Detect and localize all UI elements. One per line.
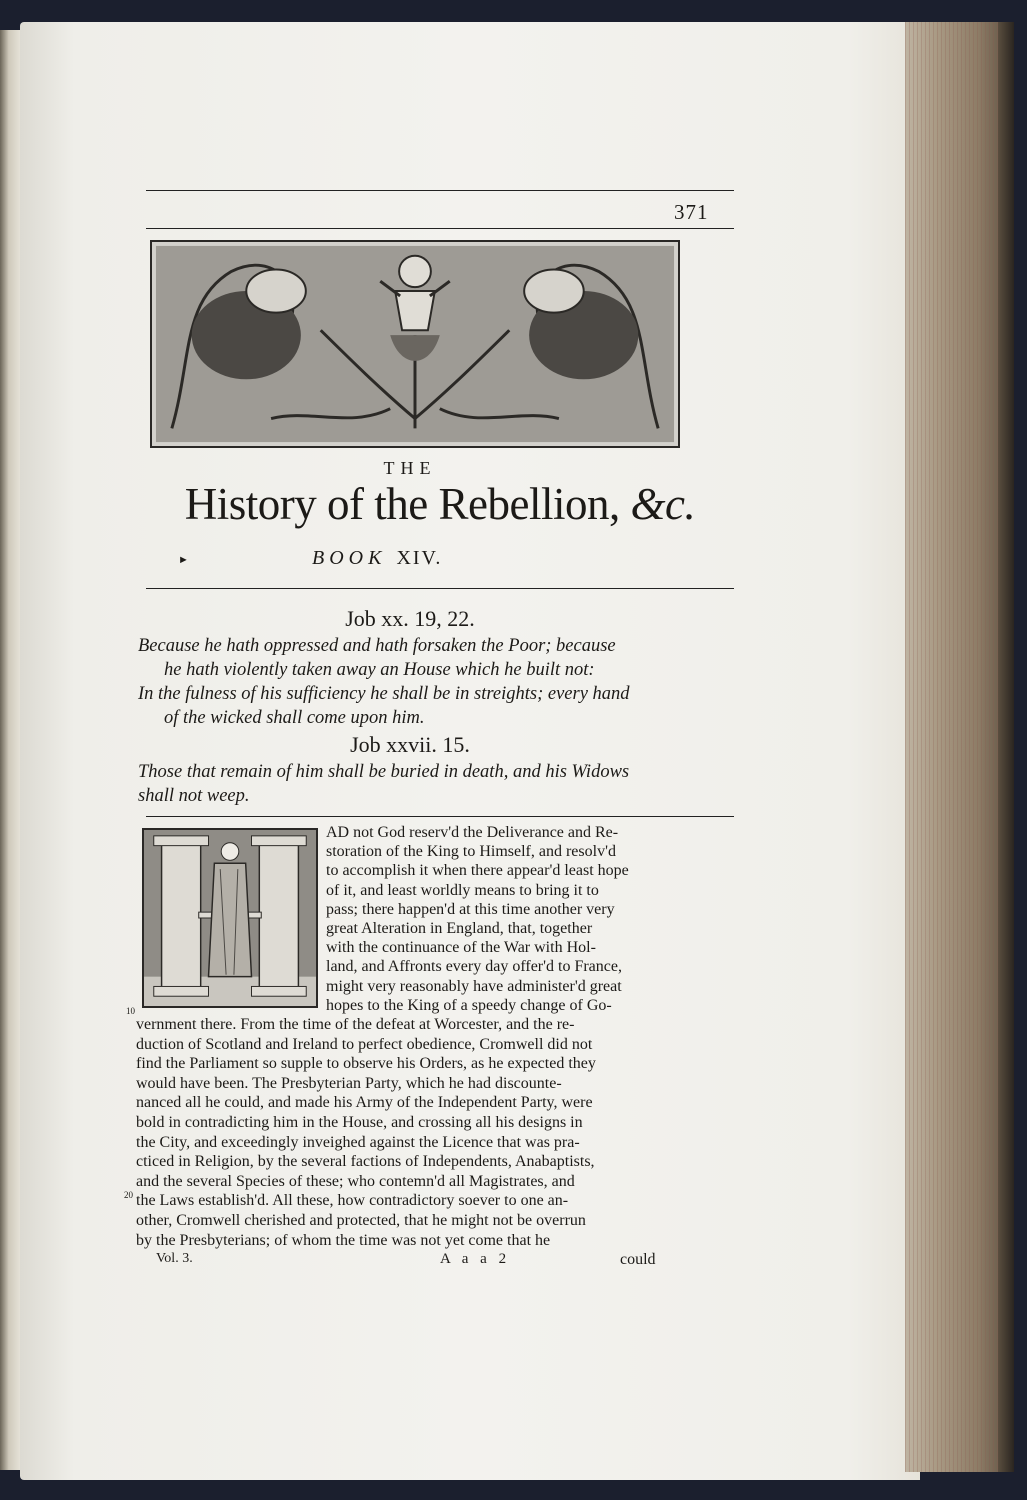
verse-line: of the wicked shall come upon him. [164, 708, 425, 728]
text-line: duction of Scotland and Ireland to perfect obedience, Cromwell did not [136, 1035, 593, 1053]
book-label: BOOK [312, 547, 387, 569]
text-line: would have been. The Presbyterian Party, which he had discounte- [136, 1074, 562, 1092]
volume-mark: Vol. 3. [156, 1251, 193, 1266]
text-line: by the Presbyterians; of whom the time was not yet come that he [136, 1231, 551, 1249]
verse-line: Those that remain of him shall be buried in death, and his Widows [138, 762, 630, 782]
text-line: storation of the King to Himself, and resolv'd [326, 843, 616, 861]
scripture-reference-1: Job xx. 19, 22. [345, 606, 475, 631]
text-line: the City, and exceedingly inveighed against the Licence that was pra- [136, 1133, 580, 1151]
printer-mark: ► [178, 554, 189, 566]
verse-line: shall not weep. [138, 786, 250, 806]
text-line: great Alteration in England, that, together [326, 920, 593, 938]
scripture-reference-2: Job xxvii. 15. [350, 732, 470, 757]
text-line: AD not God reserv'd the Deliverance and Re- [326, 824, 619, 841]
section-rule [146, 816, 734, 817]
text-line: might very reasonably have administer'd great [326, 977, 622, 995]
verse-line: he hath violently taken away an House which he built not: [164, 660, 595, 680]
paragraph-body-lines [136, 1015, 666, 1250]
title-text: History of the Rebellion, [184, 479, 631, 529]
text-line: of it, and least worldly means to bring it to [326, 881, 599, 899]
verse-line: Because he hath oppressed and hath forsaken the Poor; because [138, 636, 616, 656]
title-rule [146, 588, 734, 589]
text-line: the Laws establish'd. All these, how contradictory soever to one an- [136, 1192, 569, 1210]
historiated-initial-h-image [142, 828, 318, 1008]
fore-edge [905, 22, 1010, 1472]
text-line: other, Cromwell cherished and protected, that he might not be overrun [136, 1211, 586, 1229]
scripture-verse-1 [138, 634, 668, 730]
book-heading [312, 547, 442, 570]
line-number: 20 [124, 1190, 133, 1200]
text-line: nanced all he could, and made his Army of the Independent Party, were [136, 1094, 593, 1112]
text-line: with the continuance of the War with Hol- [326, 939, 596, 957]
text-line: pass; there happen'd at this time another very [326, 900, 615, 918]
text-line: to accomplish it when there appear'd least hope [326, 862, 629, 880]
catchword: could [620, 1251, 656, 1268]
title-etc: &c. [630, 479, 696, 529]
page-title [146, 478, 734, 530]
text-line: bold in contradicting him in the House, and crossing all his designs in [136, 1113, 583, 1131]
signature-mark: A a a 2 [440, 1251, 511, 1267]
ornamental-headpiece-image [150, 240, 680, 448]
verse-line: In the fulness of his sufficiency he shall be in streights; every hand [138, 684, 630, 704]
text-line: land, and Affronts every day offer'd to France, [326, 958, 622, 976]
page-number: 371 [674, 200, 709, 224]
scripture-verse-2 [138, 760, 668, 808]
heading-the: THE [383, 458, 437, 478]
text-line: vernment there. From the time of the defeat at Worcester, and the re- [136, 1016, 575, 1033]
text-line: hopes to the King of a speedy change of Go- [326, 996, 612, 1014]
book-number: XIV. [396, 547, 443, 569]
header-rule [146, 228, 734, 229]
text-line: cticed in Religion, by the several factions of Independents, Anabaptists, [136, 1153, 595, 1171]
text-line: find the Parliament so supple to observe his Orders, as he expected they [136, 1055, 596, 1073]
paragraph-opening-lines [326, 823, 666, 1015]
top-rule [146, 190, 734, 191]
line-number: 10 [126, 1006, 135, 1016]
text-line: and the several Species of these; who contemn'd all Magistrates, and [136, 1172, 575, 1190]
